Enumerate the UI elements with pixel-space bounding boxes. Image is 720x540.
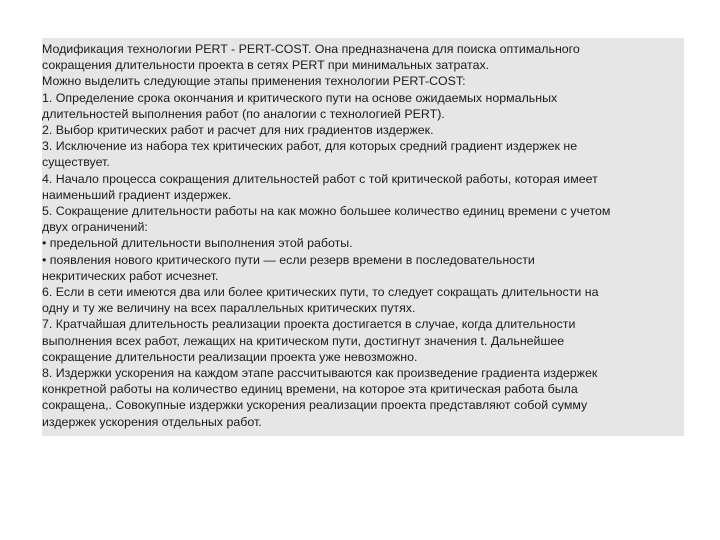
paragraph-step-7 bbox=[42, 316, 684, 365]
text-line: существует. bbox=[42, 155, 110, 170]
paragraph-bullet-2 bbox=[42, 252, 684, 284]
text-line: наименьший градиент издержек. bbox=[42, 187, 232, 202]
paragraph-stages-heading bbox=[42, 73, 684, 89]
text-line: сокращения длительности проекта в сетях PERT при минимальных затратах. bbox=[42, 58, 490, 73]
text-line: Можно выделить следующие этапы применения технологии PERT-COST: bbox=[42, 74, 466, 89]
paragraph-step-6 bbox=[42, 284, 684, 316]
text-line: 1. Определение срока окончания и критического пути на основе ожидаемых нормальных bbox=[42, 90, 558, 105]
text-line: 2. Выбор критических работ и расчет для них градиентов издержек. bbox=[42, 123, 434, 138]
text-line: издержек ускорения отдельных работ. bbox=[42, 414, 262, 429]
text-box bbox=[42, 38, 684, 436]
text-line: 5. Сокращение длительности работы на как можно большее количество единиц времени с учетом bbox=[42, 204, 611, 219]
paragraph-step-1 bbox=[42, 90, 684, 122]
text-line: • предельной длительности выполнения этой работы. bbox=[42, 236, 353, 251]
text-line: 6. Если в сети имеются два или более критических пути, то следует сокращать длительности на bbox=[42, 285, 599, 300]
paragraph-step-2 bbox=[42, 122, 684, 138]
paragraph-step-4 bbox=[42, 171, 684, 203]
text-line: • появления нового критического пути — если резерв времени в последовательности bbox=[42, 252, 535, 267]
text-line: длительностей выполнения работ (по аналогии с технологией PERT). bbox=[42, 106, 445, 121]
text-line: сокращение длительности реализации проекта уже невозможно. bbox=[42, 349, 418, 364]
text-line: 7. Кратчайшая длительность реализации проекта достигается в случае, когда длительности bbox=[42, 317, 576, 332]
text-line: выполнения всех работ, лежащих на критическом пути, достигнут значения t. Дальнейшее bbox=[42, 333, 565, 348]
paragraph-bullet-1 bbox=[42, 235, 684, 251]
text-line: конкретной работы на количество единиц времени, на которое эта критическая работа была bbox=[42, 382, 578, 397]
text-line: 3. Исключение из набора тех критических работ, для которых средний градиент издержек не bbox=[42, 139, 578, 154]
text-line: некритических работ исчезнет. bbox=[42, 268, 219, 283]
paragraph-step-5 bbox=[42, 203, 684, 235]
paragraph-step-8 bbox=[42, 365, 684, 430]
text-line: Модификация технологии PERT - PERT-COST. Она предназначена для поиска оптимального bbox=[42, 42, 580, 56]
text-line: сокращена,. Совокупные издержки ускорения реализации проекта представляют собой сумму bbox=[42, 398, 588, 413]
paragraph-intro bbox=[42, 41, 684, 73]
text-line: 4. Начало процесса сокращения длительностей работ с той критической работы, которая имеет bbox=[42, 171, 598, 186]
text-line: 8. Издержки ускорения на каждом этапе рассчитываются как произведение градиента издержек bbox=[42, 366, 598, 381]
text-line: одну и ту же величину на всех параллельных критических путях. bbox=[42, 301, 416, 316]
text-line: двух ограничений: bbox=[42, 220, 148, 235]
paragraph-step-3 bbox=[42, 138, 684, 170]
